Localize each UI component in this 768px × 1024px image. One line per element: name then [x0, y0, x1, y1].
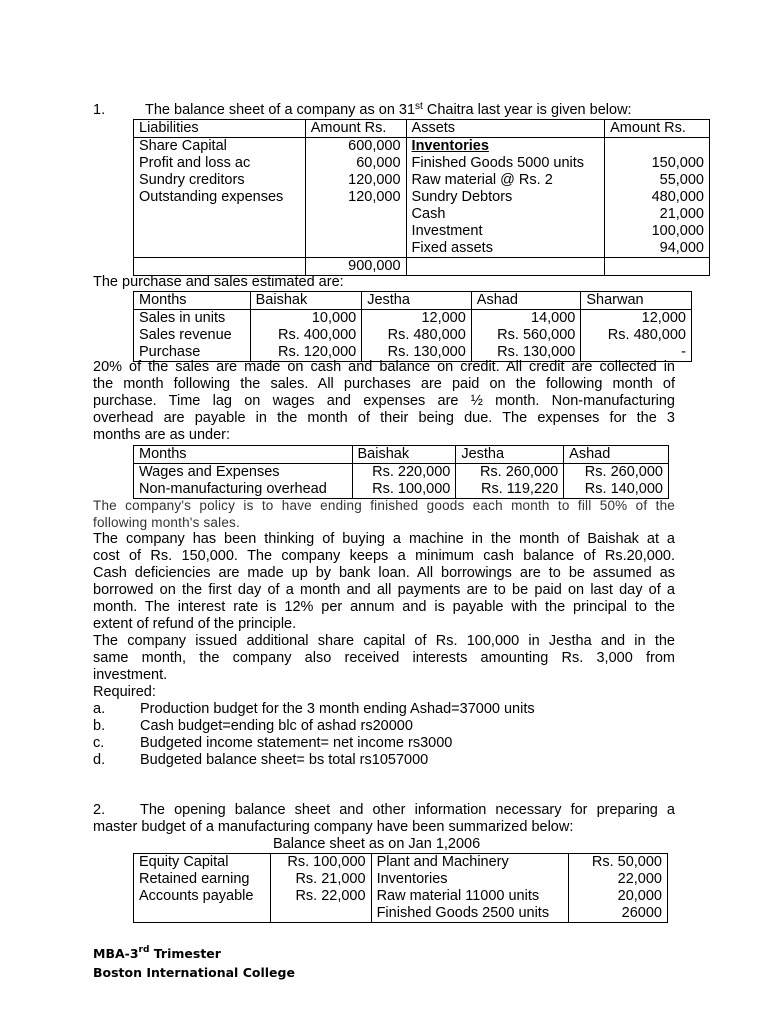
question-2-line — [93, 802, 675, 819]
liability-amount: Rs. 100,000 — [287, 854, 366, 870]
total-empty — [605, 258, 710, 276]
liability-amounts-column — [305, 138, 406, 258]
asset-label: Raw material 11000 units — [376, 888, 540, 904]
paragraph-line: the month following the sales. All purchases are paid on the following month of — [93, 376, 675, 392]
liability-amount: 60,000 — [356, 155, 401, 171]
paragraph-line: The company has been thinking of buying a machine in the month of Baishak at a — [93, 531, 675, 547]
asset-amount: 480,000 — [651, 189, 704, 205]
balance-sheet-body — [134, 138, 710, 258]
paragraph-line: overhead are payable in the month of their being due. The expenses for the 3 — [93, 410, 675, 426]
paragraph-line: 20% of the sales are made on cash and balance on credit. All credit are collected in — [93, 359, 675, 375]
asset-label: Plant and Machinery — [376, 854, 509, 870]
q2-table-body — [134, 854, 668, 923]
list-item — [93, 735, 535, 752]
question-2-number: 2. — [93, 802, 106, 818]
table-cell: Rs. 120,000 — [278, 344, 357, 360]
table-cell: Rs. 400,000 — [278, 327, 357, 343]
footer-trimester — [93, 945, 221, 962]
table-cell: Rs. 480,000 — [387, 327, 466, 343]
paragraph-line: following month's sales. — [93, 515, 240, 530]
sales-row-labels — [134, 310, 251, 362]
asset-amount: 55,000 — [659, 172, 704, 188]
q2-liabilities-column — [134, 854, 271, 923]
expense-table — [133, 445, 669, 499]
paragraph-line: investment. — [93, 667, 168, 683]
question-2-line: master budget of a manufacturing company have been summarized below: — [93, 819, 574, 835]
intro-post: Chaitra last year is given below: — [422, 102, 632, 118]
q2-table-title: Balance sheet as on Jan 1,2006 — [273, 836, 481, 852]
liability-amount: 600,000 — [348, 138, 401, 154]
asset-label: Cash — [411, 206, 446, 222]
list-item — [93, 752, 535, 769]
asset-label: Raw material @ Rs. 2 — [411, 172, 553, 188]
sales-col-baishak — [250, 310, 362, 362]
footer-superscript: rd — [138, 945, 150, 955]
q2-balance-sheet-table — [133, 853, 668, 923]
asset-amount: 26000 — [621, 905, 662, 921]
total-empty — [134, 258, 306, 276]
total-empty — [406, 258, 605, 276]
total-amount: 900,000 — [305, 258, 406, 276]
required-list — [93, 701, 535, 769]
asset-label: Inventories — [376, 871, 448, 887]
paragraph-line: The company's policy is to have ending finished goods each month to fill 50% of the — [93, 498, 675, 513]
header-amount-liab: Amount Rs. — [305, 120, 406, 138]
question-1-intro — [145, 102, 632, 119]
sales-table — [133, 291, 692, 362]
sales-col-sharwan — [581, 310, 692, 362]
expense-header: Jestha — [456, 446, 564, 464]
balance-sheet-header-row — [134, 120, 710, 138]
list-item — [93, 701, 535, 718]
asset-amount-spacer — [610, 138, 704, 155]
asset-label: Finished Goods 2500 units — [376, 905, 550, 921]
footer-post: Trimester — [149, 946, 221, 961]
paragraph-line: same month, the company also received interests amounting Rs. 3,000 from — [93, 650, 675, 666]
liabilities-column — [134, 138, 306, 258]
table-cell: 10,000 — [311, 310, 357, 326]
footer-college: Boston International College — [93, 965, 295, 980]
asset-amounts-column — [605, 138, 710, 258]
q2-asset-amounts — [569, 854, 668, 923]
list-text: Budgeted income statement= net income rs3000 — [140, 735, 453, 751]
expense-header: Ashad — [564, 446, 669, 464]
table-cell: Rs. 100,000 — [372, 481, 451, 497]
asset-label: Fixed assets — [411, 240, 493, 256]
asset-amount: 22,000 — [617, 871, 662, 887]
expense-col-baishak — [352, 464, 456, 499]
sales-header-row — [134, 292, 692, 310]
table-row-label: Sales in units — [139, 310, 226, 326]
machine-purchase-paragraph — [93, 531, 675, 633]
sales-col-jestha — [362, 310, 472, 362]
list-letter: b. — [93, 718, 106, 734]
question-1-number: 1. — [93, 102, 106, 118]
table-cell: Rs. 480,000 — [607, 327, 686, 343]
policy-paragraph — [93, 497, 675, 531]
footer-pre: MBA-3 — [93, 946, 139, 961]
asset-amount: 94,000 — [659, 240, 704, 256]
question-2 — [93, 802, 675, 836]
list-letter: d. — [93, 752, 106, 768]
list-text: Cash budget=ending blc of ashad rs20000 — [140, 718, 413, 734]
expense-body — [134, 464, 669, 499]
list-letter: a. — [93, 701, 106, 717]
list-letter: c. — [93, 735, 105, 751]
table-cell: 12,000 — [641, 310, 686, 326]
liability-label: Outstanding expenses — [139, 189, 284, 205]
paragraph-line: The company issued additional share capital of Rs. 100,000 in Jestha and in the — [93, 633, 675, 649]
balance-sheet-table — [133, 119, 710, 276]
table-row-label: Sales revenue — [139, 327, 232, 343]
table-cell: Rs. 130,000 — [497, 344, 576, 360]
paragraph-line: cost of Rs. 150,000. The company keeps a minimum cash balance of Rs.20,000. — [93, 548, 675, 564]
asset-amount: 21,000 — [659, 206, 704, 222]
expense-header-row — [134, 446, 669, 464]
asset-label: Sundry Debtors — [411, 189, 513, 205]
asset-amount: 100,000 — [651, 223, 704, 239]
inventories-heading: Inventories — [411, 138, 489, 154]
sales-header: Sharwan — [581, 292, 692, 310]
asset-amount: 150,000 — [651, 155, 704, 171]
liability-label: Retained earning — [139, 871, 250, 887]
liability-label: Sundry creditors — [139, 172, 245, 188]
sales-col-ashad — [471, 310, 581, 362]
paragraph-line: Cash deficiencies are made up by bank loan. All borrowings are to be assumed as — [93, 565, 675, 581]
table-cell: 12,000 — [421, 310, 466, 326]
list-text: Production budget for the 3 month ending Ashad=37000 units — [140, 701, 535, 717]
q2-assets-column — [371, 854, 569, 923]
liability-amount: 120,000 — [348, 172, 401, 188]
sales-body — [134, 310, 692, 362]
header-assets: Assets — [406, 120, 605, 138]
paragraph-line: month. The interest rate is 12% per annum and is payable with the principal to the — [93, 599, 675, 615]
table-row-label: Non-manufacturing overhead — [139, 481, 327, 497]
paragraph-line: extent of refund of the principle. — [93, 616, 297, 632]
liability-label: Share Capital — [139, 138, 227, 154]
liability-amount: Rs. 22,000 — [295, 888, 366, 904]
header-liabilities: Liabilities — [134, 120, 306, 138]
table-cell: Rs. 130,000 — [387, 344, 466, 360]
sales-header: Jestha — [362, 292, 472, 310]
liability-label: Accounts payable — [139, 888, 254, 904]
sales-header: Ashad — [471, 292, 581, 310]
asset-label: Finished Goods 5000 units — [411, 155, 585, 171]
sales-header: Baishak — [250, 292, 362, 310]
table-cell: Rs. 260,000 — [479, 464, 559, 480]
table-cell: Rs. 220,000 — [372, 464, 451, 480]
table-row-label: Purchase — [139, 344, 201, 360]
balance-sheet-total-row — [134, 258, 710, 276]
assets-column — [406, 138, 605, 258]
purchase-intro: The purchase and sales estimated are: — [93, 274, 344, 290]
table-cell: Rs. 560,000 — [497, 327, 576, 343]
liability-label: Equity Capital — [139, 854, 229, 870]
required-label: Required: — [93, 684, 156, 700]
asset-amount: 20,000 — [617, 888, 662, 904]
liability-label: Profit and loss ac — [139, 155, 251, 171]
paragraph-line: borrowed on the first day of a month and all payments are to be paid on last day of a — [93, 582, 675, 598]
credit-terms-paragraph — [93, 359, 675, 444]
asset-label: Investment — [411, 223, 483, 239]
header-amount-assets: Amount Rs. — [605, 120, 710, 138]
table-cell: - — [681, 344, 686, 360]
table-row-label: Wages and Expenses — [139, 464, 280, 480]
table-cell: Rs. 140,000 — [584, 481, 663, 497]
q2-liability-amounts — [270, 854, 371, 923]
list-item — [93, 718, 535, 735]
intro-pre: The balance sheet of a company as on 31 — [145, 102, 416, 118]
expense-header: Baishak — [352, 446, 456, 464]
expense-row-labels — [134, 464, 353, 499]
list-text: Budgeted balance sheet= bs total rs1057000 — [140, 752, 429, 768]
sales-header: Months — [134, 292, 251, 310]
intro-superscript: st — [415, 101, 423, 112]
question-2-text: The opening balance sheet and other information necessary for preparing a — [140, 802, 675, 818]
table-cell: Rs. 119,220 — [481, 481, 559, 497]
expense-col-jestha — [456, 464, 564, 499]
table-cell: 14,000 — [531, 310, 576, 326]
share-capital-paragraph — [93, 633, 675, 684]
table-cell: Rs. 260,000 — [584, 464, 663, 480]
liability-amount: 120,000 — [348, 189, 401, 205]
liability-amount: Rs. 21,000 — [295, 871, 366, 887]
paragraph-line: purchase. Time lag on wages and expenses are ½ month. Non-manufacturing — [93, 393, 675, 409]
asset-amount: Rs. 50,000 — [591, 854, 662, 870]
paragraph-line: months are as under: — [93, 427, 231, 443]
expense-header: Months — [134, 446, 353, 464]
expense-col-ashad — [564, 464, 669, 499]
